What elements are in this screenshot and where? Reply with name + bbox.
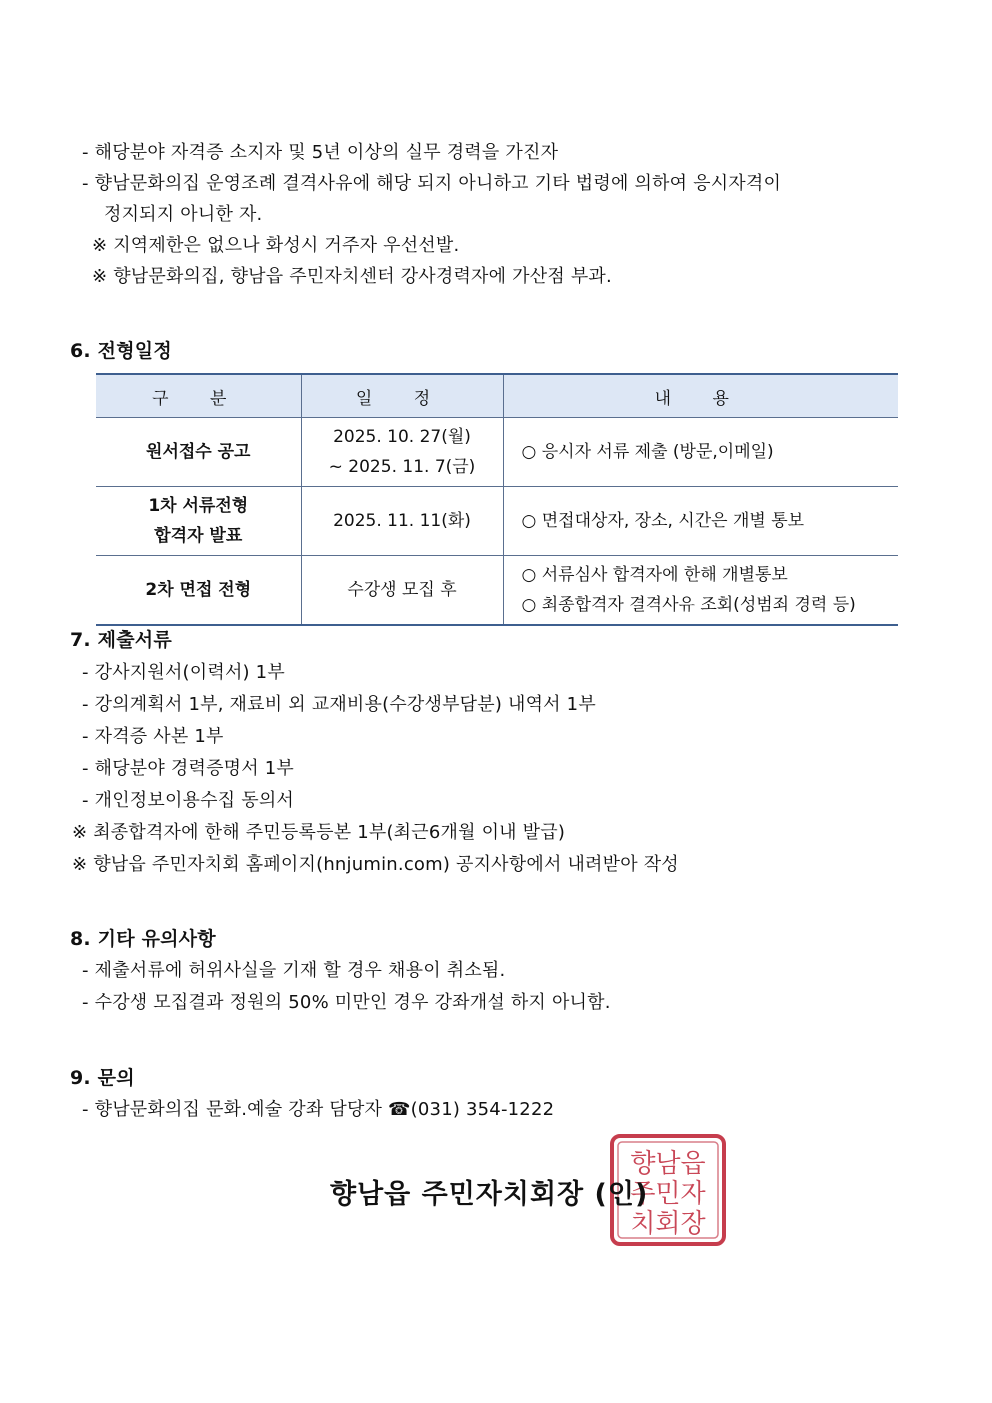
table-cell-content: ○ 면접대상자, 장소, 시간은 개별 통보 xyxy=(503,487,898,556)
table-row xyxy=(96,556,898,626)
section-title: 9. 문의 xyxy=(70,1067,135,1089)
list-item: - 제출서류에 허위사실을 기재 할 경우 채용이 취소됨. xyxy=(82,960,506,981)
eligibility-item: - 해당분야 자격증 소지자 및 5년 이상의 실무 경력을 가진자 xyxy=(82,142,559,163)
table-cell-label: 2차 면접 전형 xyxy=(96,556,301,626)
svg-text:향남읍: 향남읍 xyxy=(630,1149,706,1179)
contact-phone: (031) 354-1222 xyxy=(410,1099,555,1120)
section-title: 8. 기타 유의사항 xyxy=(70,928,216,950)
list-item: - 자격증 사본 1부 xyxy=(82,726,224,747)
list-item: - 개인정보이용수집 동의서 xyxy=(82,790,295,811)
list-note: ※ 향남읍 주민자치회 홈페이지(hnjumin.com) 공지사항에서 내려받아 작성 xyxy=(72,854,679,875)
contact-prefix: - 향남문화의집 문화.예술 강좌 담당자 xyxy=(82,1099,389,1120)
label-line: 1차 서류전형 xyxy=(148,496,249,516)
section-title: 6. 전형일정 xyxy=(70,340,172,362)
svg-text:주민자: 주민자 xyxy=(630,1179,706,1209)
table-header: 내 용 xyxy=(503,374,898,418)
phone-icon: ☎ xyxy=(388,1099,411,1120)
eligibility-item: 정지되지 아니한 자. xyxy=(104,204,263,225)
table-row xyxy=(96,418,898,487)
list-note: ※ 최종합격자에 한해 주민등록등본 1부(최근6개월 이내 발급) xyxy=(72,822,566,843)
contact-line xyxy=(82,1097,554,1123)
table-cell-date: 수강생 모집 후 xyxy=(301,556,503,626)
content-line: ○ 서류심사 합격자에 한해 개별통보 xyxy=(521,565,788,585)
list-item: - 강사지원서(이력서) 1부 xyxy=(82,662,285,683)
table-row xyxy=(96,487,898,556)
table-header-row xyxy=(96,374,898,418)
label-line: 합격자 발표 xyxy=(154,526,243,546)
list-item: - 수강생 모집결과 정원의 50% 미만인 경우 강좌개설 하지 아니함. xyxy=(82,992,611,1013)
table-cell-label xyxy=(96,487,301,556)
schedule-table xyxy=(96,373,898,626)
list-item: - 해당분야 경력증명서 1부 xyxy=(82,758,294,779)
eligibility-item: - 향남문화의집 운영조례 결격사유에 해당 되지 아니하고 기타 법령에 의하여 응시자격이 xyxy=(82,173,782,194)
table-header: 구 분 xyxy=(96,374,301,418)
list-item: - 강의계획서 1부, 재료비 외 교재비용(수강생부담분) 내역서 1부 xyxy=(82,694,596,715)
eligibility-note: ※ 향남문화의집, 향남읍 주민자치센터 강사경력자에 가산점 부과. xyxy=(92,266,612,287)
closing-signature: 향남읍 주민자치회장 (인) xyxy=(330,1179,649,1210)
table-cell-date xyxy=(301,418,503,487)
table-cell-content xyxy=(503,556,898,626)
table-header: 일 정 xyxy=(301,374,503,418)
svg-text:치회장: 치회장 xyxy=(630,1209,706,1239)
table-cell-content: ○ 응시자 서류 제출 (방문,이메일) xyxy=(503,418,898,487)
content-line: ○ 최종합격자 결격사유 조회(성범죄 경력 등) xyxy=(521,595,856,615)
section-title: 7. 제출서류 xyxy=(70,629,172,651)
eligibility-note: ※ 지역제한은 없으나 화성시 거주자 우선선발. xyxy=(92,235,460,256)
table-cell-date: 2025. 11. 11(화) xyxy=(301,487,503,556)
date-start: 2025. 10. 27(월) xyxy=(333,427,471,447)
table-cell-label: 원서접수 공고 xyxy=(96,418,301,487)
date-end: ~ 2025. 11. 7(금) xyxy=(328,457,476,477)
